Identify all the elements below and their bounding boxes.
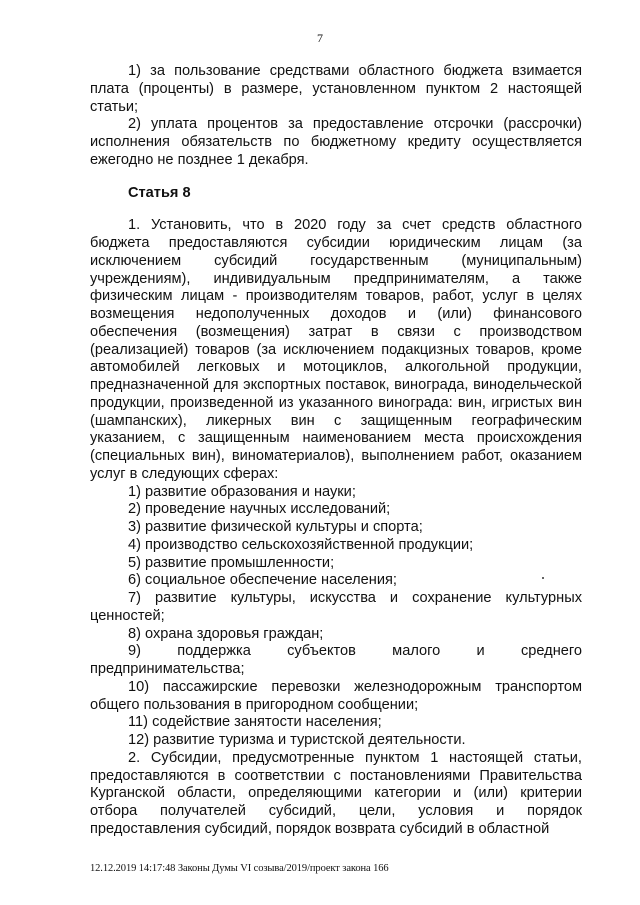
text-line: исполнения обязательств по бюджетному кредиту осуществляется [90, 134, 582, 150]
document-body [90, 63, 582, 839]
text-line: физическим лицам - производителям товаров, работ, услуг в целях [90, 288, 582, 305]
intro-paragraph-1 [90, 63, 582, 116]
list-item: 1) развитие образования и науки; [128, 483, 356, 500]
text-line: 1. Установить, что в 2020 году за счет средств областного [128, 217, 582, 234]
list-item: 4) производство сельскохозяйственной продукции; [128, 536, 474, 553]
text-line: 2. Субсидии, предусмотренные пунктом 1 настоящей статьи, [128, 749, 582, 766]
list-item: 5) развитие промышленности; [128, 554, 335, 571]
page-number: 7 [317, 31, 323, 45]
text-line: обеспечения (возмещения) затрат в связи с производством [90, 323, 582, 340]
article-point-2 [90, 750, 582, 839]
list-item: 3) развитие физической культуры и спорта; [128, 519, 423, 535]
list-item-continuation: общего пользования в пригородном сообщении; [90, 696, 419, 713]
text-line: Курганской области, определяющими категории и (или) критерии [90, 785, 582, 802]
scan-speck [542, 577, 544, 579]
list-item: 10) пассажирские перевозки железнодорожным транспортом [128, 678, 582, 695]
text-line: плата (проценты) в размере, установленном пунктом 2 настоящей [90, 80, 582, 97]
text-line: винодельческой продукции, произведенной из указанного [90, 377, 582, 411]
list-item: 12) развитие туризма и туристской деятельности. [128, 732, 466, 748]
text-line: кроме автомобилей легковых и мотоциклов, алкогольной продукции, [90, 341, 582, 376]
text-line: учреждениям), индивидуальным предпринимателям, а также [90, 270, 582, 287]
list-item-continuation: ценностей; [90, 607, 165, 624]
text-line: с защищенным географическим указанием, с защищенным [90, 412, 582, 447]
text-line: ежегодно не позднее 1 декабря. [90, 151, 309, 168]
text-line: предоставляются в соответствии с постановлениями Правительства [90, 767, 582, 784]
text-line: бюджета предоставляются субсидии юридическим лицам (за [90, 235, 582, 251]
list-item: 7) развитие культуры, искусства и сохранение культурных [128, 590, 582, 606]
list-item: 8) охрана здоровья граждан; [128, 625, 324, 642]
list-item: 2) проведение научных исследований; [128, 501, 391, 518]
text-line: винограда: вин, игристых вин (шампанских), ликерных вин [90, 394, 583, 429]
text-line: наименованием места происхождения (специальных вин), [90, 430, 583, 464]
text-line: 1) за пользование средствами областного бюджета взимается [128, 63, 582, 79]
text-line: (реализацией) товаров (за исключением подакцизных товаров, [90, 341, 535, 358]
text-line: отбора получателей субсидий, цели, условия и порядок [90, 803, 582, 819]
list-item-continuation: предпринимательства; [90, 661, 245, 677]
document-footer: 12.12.2019 14:17:48 Законы Думы VI созыва/2019/проект закона 166 [90, 863, 389, 874]
text-line: исключением субсидий государственным (муниципальным) [90, 252, 582, 269]
text-line: в следующих сферах: [129, 465, 279, 482]
text-line: виноматериалов), выполнением работ, оказанием услуг [90, 448, 582, 482]
text-line: возмещения недополученных доходов и (или) финансового [90, 306, 582, 322]
article-heading: Статья 8 [128, 184, 191, 201]
text-line: статьи; [90, 98, 139, 115]
article-point-1 [90, 217, 582, 483]
text-line: 2) уплата процентов за предоставление отсрочки (рассрочки) [128, 116, 582, 133]
text-line: предназначенной для экспортных поставок, винограда, [90, 377, 469, 393]
list-item: 9) поддержка субъектов малого и среднего [128, 643, 582, 660]
list-item: 11) содействие занятости населения; [128, 714, 382, 731]
list-item: 6) социальное обеспечение населения; [128, 572, 397, 589]
intro-paragraph-2 [90, 116, 582, 169]
text-line: предоставления субсидий, порядок возврата субсидий в областной [90, 820, 550, 837]
